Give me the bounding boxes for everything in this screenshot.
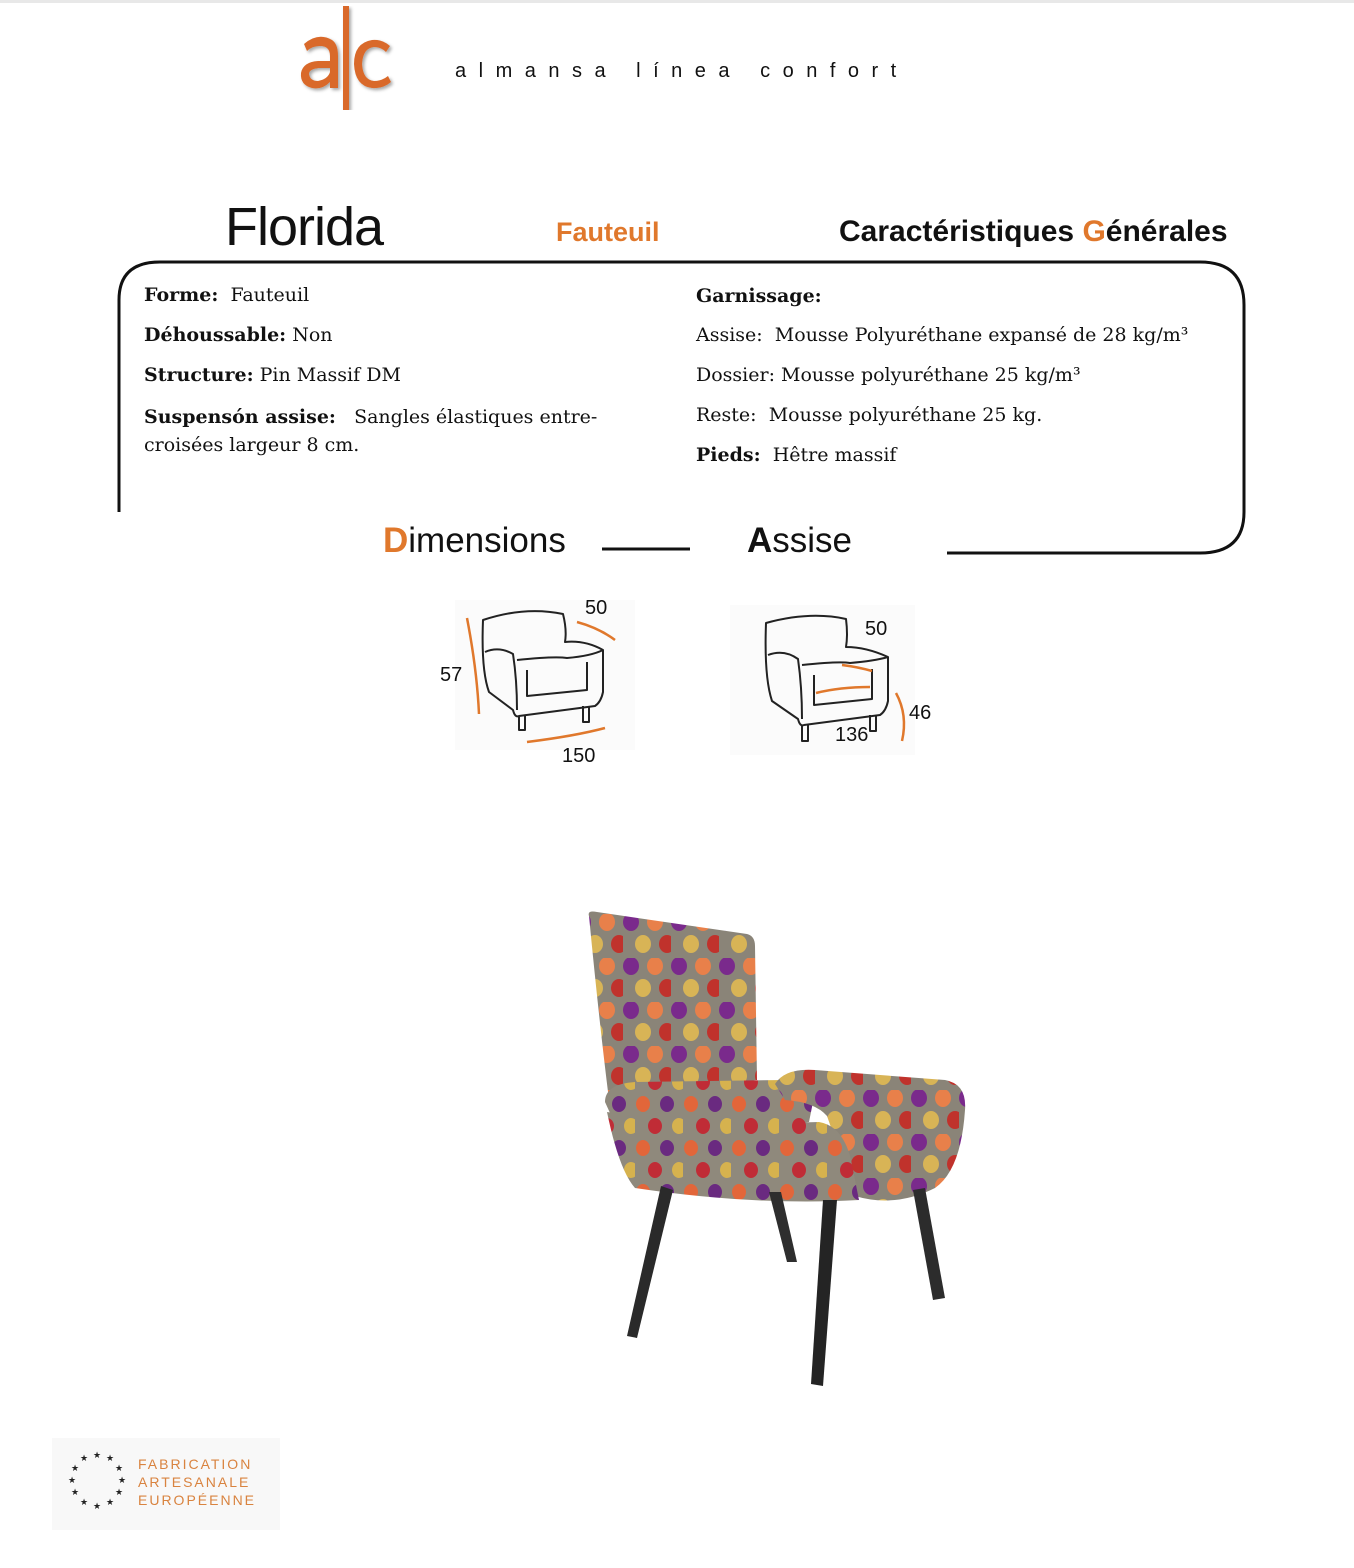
heading-part: énérales [1105, 215, 1228, 248]
spec-label: Garnissage: [696, 285, 822, 307]
fabrication-text [138, 1455, 256, 1509]
product-type: Fauteuil [556, 217, 660, 247]
heading-accent-letter: G [1082, 215, 1106, 248]
spec-removable-cover [144, 324, 333, 346]
dimension-width-label: 150 [562, 745, 596, 767]
spec-value: Mousse Polyuréthane expansé de 28 kg/m³ [774, 324, 1189, 346]
brand-tagline: almansa línea confort [455, 60, 909, 82]
spec-value: Hêtre massif [772, 444, 897, 466]
fabrication-line: FABRICATION [138, 1456, 253, 1472]
svg-text:★: ★ [70, 1488, 80, 1498]
spec-padding-heading [696, 285, 822, 307]
seat-depth-label: 50 [865, 618, 888, 640]
spec-padding-back [696, 364, 1081, 386]
spec-feet [696, 444, 896, 466]
spec-value: Non [292, 324, 333, 346]
svg-text:★: ★ [70, 1464, 80, 1474]
heading-letter: A [747, 521, 773, 560]
svg-text:★: ★ [79, 1454, 89, 1464]
spec-label: Suspensón assise: [144, 406, 336, 428]
fabrication-line: EUROPÉENNE [138, 1492, 257, 1508]
svg-text:★: ★ [117, 1476, 127, 1486]
spec-label: Dossier: [696, 364, 775, 386]
svg-text:★: ★ [92, 1451, 102, 1461]
dimension-depth-label: 50 [585, 597, 608, 619]
svg-text:★: ★ [92, 1502, 102, 1511]
spec-value: Pin Massif DM [259, 364, 401, 386]
heading-letter: C [839, 215, 861, 248]
eu-stars-icon [66, 1449, 128, 1511]
spec-form [144, 284, 309, 306]
svg-text:★: ★ [114, 1488, 124, 1498]
spec-value: Fauteuil [230, 284, 310, 306]
product-model: Florida [225, 197, 384, 257]
svg-text:★: ★ [67, 1476, 77, 1486]
svg-text:★: ★ [79, 1498, 89, 1508]
svg-text:★: ★ [105, 1498, 115, 1508]
dimension-height-label: 57 [440, 664, 463, 686]
spec-label: Reste: [696, 404, 757, 426]
seat-dimensions-diagram [730, 605, 915, 755]
dimensions-heading [383, 521, 566, 561]
spec-value: Mousse polyuréthane 25 kg/m³ [781, 364, 1081, 386]
heading-letter: D [383, 521, 409, 560]
fabrication-line: ARTESANALE [138, 1474, 251, 1490]
spec-seat-suspension [144, 403, 614, 459]
seat-height-label: 46 [909, 702, 932, 724]
spec-label: Forme: [144, 284, 219, 306]
armchair-dimensions-diagram [455, 600, 635, 750]
spec-label: Structure: [144, 364, 254, 386]
spec-padding-rest [696, 404, 1042, 426]
spec-label: Pieds: [696, 444, 761, 466]
heading-part: imensions [408, 521, 566, 560]
svg-text:★: ★ [105, 1454, 115, 1464]
spec-structure [144, 364, 401, 386]
seat-heading [747, 521, 852, 561]
heading-part: ssise [772, 521, 853, 560]
spec-padding-seat [696, 324, 1188, 346]
seat-width-label: 136 [835, 724, 869, 746]
spec-label: Assise: [696, 324, 763, 346]
heading-part: aractéristiques [860, 215, 1083, 248]
spec-value: Sangles élastiques entre-croisées largeur 8 cm. [144, 406, 598, 456]
spec-label: Déhoussable: [144, 324, 287, 346]
spec-value: Mousse polyuréthane 25 kg. [768, 404, 1043, 426]
product-photo [575, 870, 975, 1400]
svg-text:★: ★ [114, 1464, 124, 1474]
